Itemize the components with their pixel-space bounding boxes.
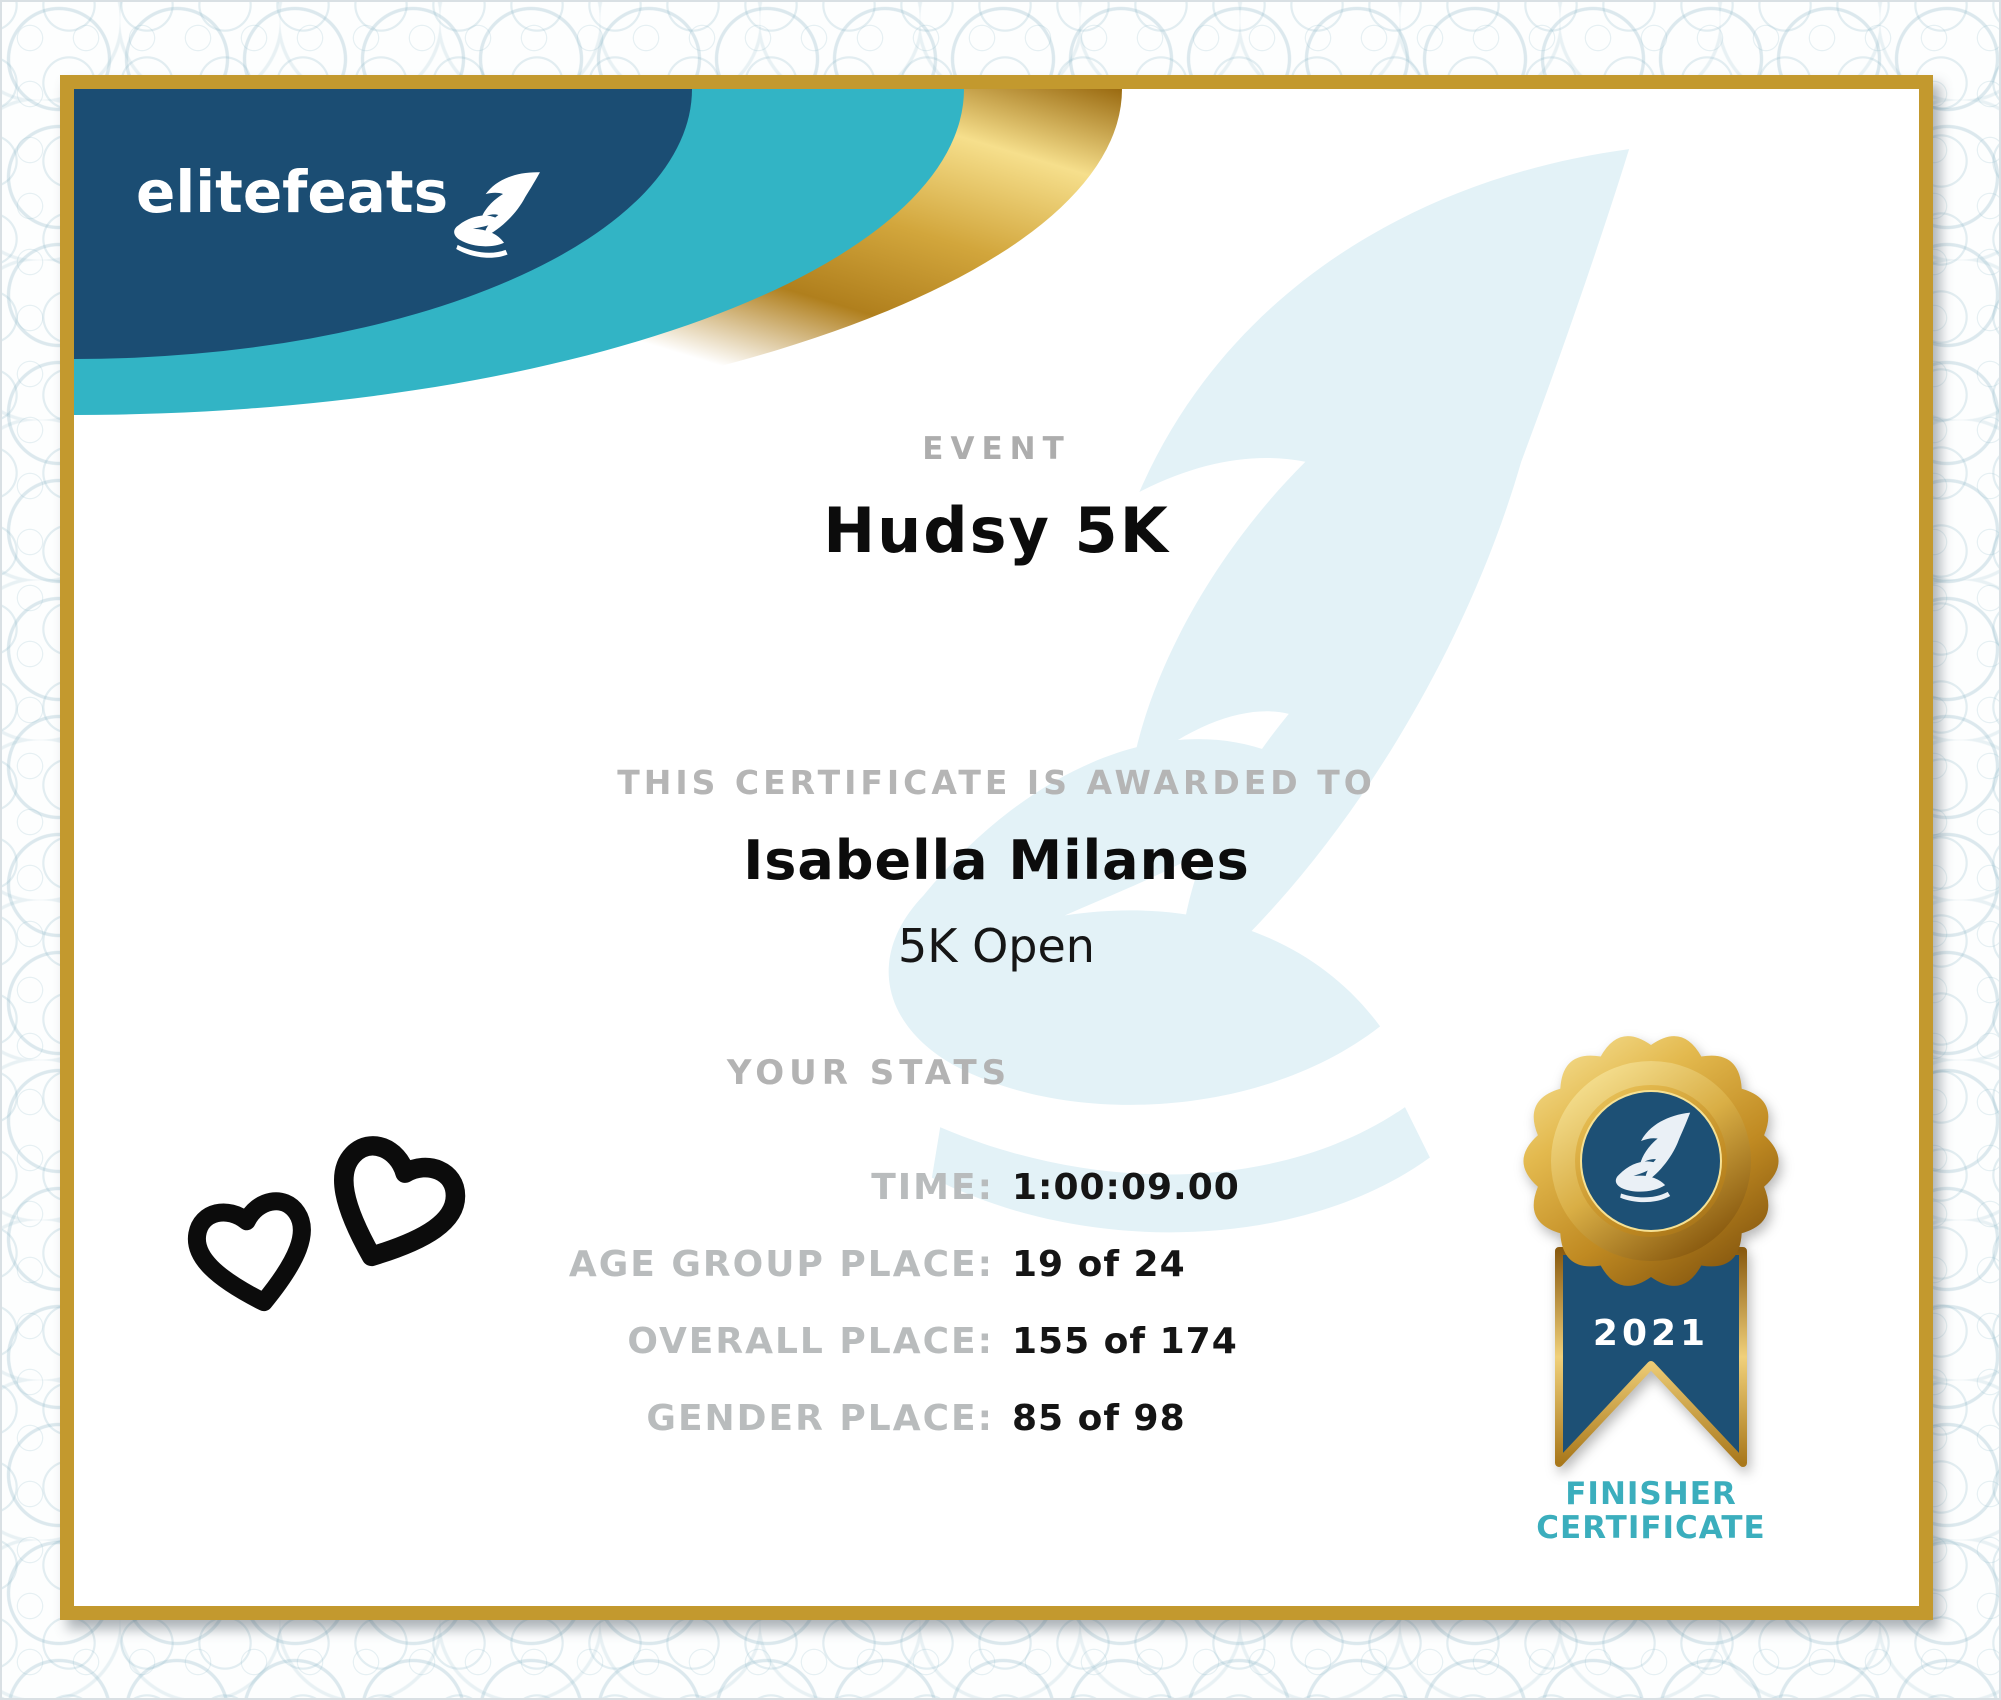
stats-label: TIME: (871, 1167, 994, 1208)
stats-list (494, 1167, 1240, 1475)
certificate-inner (74, 89, 1919, 1606)
award-label: THIS CERTIFICATE IS AWARDED TO (617, 763, 1376, 802)
stats-label: OVERALL PLACE: (627, 1321, 994, 1362)
stats-row-overall-place (494, 1321, 1240, 1367)
stats-row-gender-place (494, 1398, 1240, 1444)
stats-value: 155 of 174 (1012, 1321, 1238, 1362)
recipient-name: Isabella Milanes (743, 829, 1250, 892)
stats-heading: YOUR STATS (726, 1053, 1012, 1093)
stats-row-time (494, 1167, 1240, 1213)
medal-ribbon (1559, 1251, 1743, 1463)
brand-logo-text: elitefeats (136, 158, 449, 226)
medal-center (1581, 1091, 1721, 1231)
finisher-caption-line2: CERTIFICATE (1536, 1510, 1766, 1546)
finisher-medal (1501, 1023, 1801, 1483)
finisher-caption (1451, 1477, 1851, 1545)
finisher-caption-line1: FINISHER (1565, 1476, 1737, 1512)
division-name: 5K Open (898, 919, 1095, 973)
medal-year: 2021 (1592, 1313, 1710, 1354)
brand-logo (136, 141, 536, 291)
winged-foot-logo-icon (440, 136, 546, 297)
stats-label: AGE GROUP PLACE: (568, 1244, 994, 1285)
certificate-frame (60, 75, 1933, 1620)
stats-value: 19 of 24 (1012, 1244, 1186, 1285)
stats-value: 85 of 98 (1012, 1398, 1186, 1439)
hearts-icon (159, 1104, 519, 1354)
stats-value: 1:00:09.00 (1012, 1167, 1240, 1208)
stats-label: GENDER PLACE: (646, 1398, 994, 1439)
event-label: EVENT (922, 431, 1071, 467)
event-name: Hudsy 5K (823, 494, 1170, 567)
stats-row-age-group-place (494, 1244, 1240, 1290)
